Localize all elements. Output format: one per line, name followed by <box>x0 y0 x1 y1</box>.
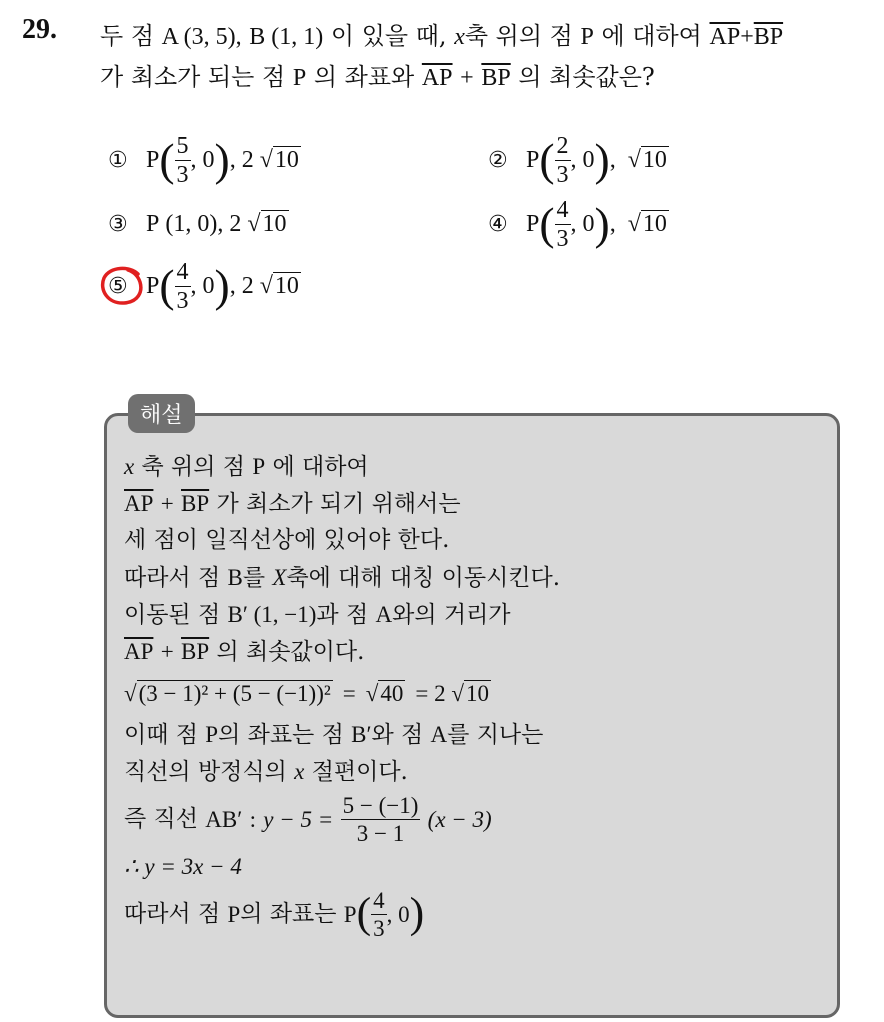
stem-text: 의 최솟값은? <box>518 63 655 91</box>
explanation-line <box>124 848 824 885</box>
square-root: √10 <box>451 680 489 706</box>
point-p: P <box>580 24 594 50</box>
explanation-text: 를 지나는 <box>447 722 544 748</box>
fraction <box>175 260 191 313</box>
explanation-text: 와 점 <box>371 722 424 748</box>
explanation-label: 해설 <box>128 394 195 433</box>
explanation-text: 와의 거리가 <box>392 602 511 628</box>
square-root: √40 <box>365 680 404 706</box>
square-root: √10 <box>259 146 299 173</box>
plus-sign: + <box>160 639 174 664</box>
right-paren: ) <box>409 889 425 938</box>
segment-bp: $\overline{BP}$ <box>181 491 210 516</box>
stem-text: 축 위의 점 <box>464 22 573 50</box>
explanation-body <box>124 448 824 943</box>
y-coordinate: 0 <box>582 146 595 173</box>
right-paren: ) <box>594 134 610 186</box>
explanation-text: 절편이다. <box>311 759 408 785</box>
explanation-text: 가 최소가 되기 위해서는 <box>216 491 461 517</box>
point-b: B (1, 1) <box>249 24 324 50</box>
y-coordinate: 0 <box>202 272 215 299</box>
explanation-line <box>124 790 824 848</box>
colon: : <box>249 806 256 832</box>
stem-text: 두 점 <box>100 22 154 50</box>
explanation-line <box>124 753 824 790</box>
radicand: 10 <box>262 210 287 237</box>
explanation-line <box>124 448 824 485</box>
point-b-prime: B′ <box>351 722 372 747</box>
y-coordinate: 0 <box>202 146 215 173</box>
explanation-text: 를 <box>242 565 266 591</box>
explanation-line <box>124 485 824 522</box>
coefficient: 2 <box>229 210 242 237</box>
point-p: P <box>146 210 160 237</box>
question-number: 29. <box>22 14 57 45</box>
plus-sign: + <box>160 491 174 516</box>
fraction-numerator: 2 <box>556 132 569 159</box>
choice-2[interactable] <box>488 132 669 188</box>
fraction-denominator: 3 <box>373 915 385 941</box>
equation-rhs: (x − 3) <box>427 806 492 832</box>
comma: , <box>229 146 236 173</box>
left-paren: ( <box>539 198 555 250</box>
line-ab-prime: AB′ <box>205 806 243 832</box>
point-a: A (3, 5) <box>161 24 236 50</box>
choice-number: ⑤ <box>108 273 128 299</box>
equation-lhs: y − 5 = <box>263 806 334 832</box>
fraction-denominator: 3 <box>176 287 189 314</box>
comma: , <box>229 272 236 299</box>
square-root: √10 <box>627 146 667 173</box>
square-root: √(3 − 1)² + (5 − (−1))² <box>124 680 331 706</box>
explanation-text: 이때 점 <box>124 722 198 748</box>
right-paren: ) <box>214 134 230 186</box>
radicand: 10 <box>642 146 667 173</box>
comma: , <box>570 146 583 173</box>
coefficient: 2 <box>241 146 254 173</box>
segment-bp: $\overline{BP}$ <box>481 65 511 91</box>
point-a: A <box>375 602 393 627</box>
explanation-text: 이동된 점 <box>124 602 221 628</box>
segment-bp: $\overline{BP}$ <box>753 24 784 50</box>
segment-bp: $\overline{BP}$ <box>181 639 210 664</box>
explanation-text: 에 대하여 <box>272 454 369 480</box>
equals-sign: = 2 <box>415 680 446 706</box>
equals-sign: = <box>342 680 356 706</box>
fraction-numerator: 5 <box>176 132 189 159</box>
explanation-line <box>124 596 824 633</box>
explanation-line <box>124 716 824 753</box>
choice-1[interactable] <box>108 132 301 188</box>
x-variable: x <box>294 759 305 784</box>
fraction-denominator: 3 <box>176 161 189 188</box>
square-root: √10 <box>259 272 299 299</box>
point-p: P <box>227 901 241 927</box>
fraction-numerator: 4 <box>176 258 189 285</box>
choice-5[interactable] <box>108 258 301 314</box>
x-axis-variable: X <box>272 565 287 590</box>
point-p: P <box>526 210 540 237</box>
y-coordinate: 0 <box>398 901 410 927</box>
choice-number: ① <box>108 147 128 173</box>
point-p: P <box>146 272 160 299</box>
choice-number: ③ <box>108 211 128 237</box>
comma: , <box>190 272 203 299</box>
x-variable: x <box>124 454 135 479</box>
explanation-text: 따라서 점 <box>124 900 221 927</box>
stem-text: 에 대하여 <box>601 22 702 50</box>
explanation-text: 과 점 <box>316 602 369 628</box>
fraction-denominator: 3 − 1 <box>356 820 405 846</box>
segment-ap: $\overline{AP}$ <box>124 491 154 516</box>
fraction-numerator: 4 <box>373 887 385 913</box>
point-b: B <box>227 565 243 590</box>
explanation-text: 직선의 방정식의 <box>124 759 287 785</box>
comma: , <box>217 210 224 237</box>
segment-ap: $\overline{AP}$ <box>709 24 741 50</box>
explanation-text: 의 최솟값이다. <box>216 639 365 665</box>
answer-circle-mark-icon <box>98 264 150 308</box>
comma: , <box>609 146 616 173</box>
radicand: 40 <box>380 680 404 706</box>
left-paren: ( <box>159 134 175 186</box>
left-paren: ( <box>356 889 372 938</box>
y-coordinate: 0 <box>582 210 595 237</box>
comma: , <box>386 901 399 927</box>
square-root: √10 <box>627 210 667 237</box>
point-b-prime: B′ (1, −1) <box>227 602 317 627</box>
fraction <box>175 134 191 187</box>
left-paren: ( <box>539 134 555 186</box>
stem-text: 이 있을 때, <box>330 22 447 50</box>
stem-text: 가 최소가 되는 점 <box>100 63 286 91</box>
comma: , <box>570 210 583 237</box>
fraction-denominator: 3 <box>556 161 569 188</box>
explanation-text: 의 좌표는 <box>240 900 337 927</box>
fraction <box>555 198 571 251</box>
explanation-text: 축 위의 점 <box>141 454 246 480</box>
explanation-line <box>124 522 824 559</box>
point-a: A <box>430 722 448 747</box>
comma: , <box>609 210 616 237</box>
explanation-text: 따라서 점 <box>124 565 221 591</box>
radicand: 10 <box>642 210 667 237</box>
fraction-denominator: 3 <box>556 225 569 252</box>
right-paren: ) <box>214 260 230 312</box>
square-root: √10 <box>247 210 287 237</box>
point-p: P <box>146 146 160 173</box>
x-variable: x <box>454 24 465 50</box>
choice-4[interactable] <box>488 196 669 252</box>
question-stem <box>100 16 880 98</box>
point-coordinates: (1, 0) <box>165 210 218 237</box>
stem-text: 의 좌표와 <box>313 63 415 91</box>
radicand: (3 − 1)² + (5 − (−1))² <box>138 680 331 706</box>
choice-number: ④ <box>488 211 508 237</box>
point-p: P <box>252 454 266 479</box>
radicand: 10 <box>465 680 489 706</box>
radicand: 10 <box>274 146 299 173</box>
segment-ap: $\overline{AP}$ <box>124 639 154 664</box>
explanation-text: 즉 직선 <box>124 805 198 832</box>
plus-sign: + <box>740 24 754 50</box>
choice-number: ② <box>488 147 508 173</box>
separator: , <box>235 24 242 50</box>
left-paren: ( <box>159 260 175 312</box>
line-equation: ∴ y = 3x − 4 <box>124 854 242 879</box>
fraction <box>555 134 571 187</box>
right-paren: ) <box>594 198 610 250</box>
plus-sign: + <box>460 65 474 91</box>
choice-3[interactable] <box>108 196 289 252</box>
explanation-text: 축에 대해 대칭 이동시킨다. <box>286 565 561 591</box>
explanation-text: 세 점이 일직선상에 있어야 한다. <box>124 527 450 553</box>
point-p: P <box>205 722 219 747</box>
point-p: P <box>526 146 540 173</box>
coefficient: 2 <box>241 272 254 299</box>
point-p: P <box>343 901 357 927</box>
fraction-numerator: 5 − (−1) <box>342 792 419 818</box>
radicand: 10 <box>274 272 299 299</box>
slope-fraction <box>341 794 421 845</box>
segment-ap: $\overline{AP}$ <box>421 65 453 91</box>
explanation-line <box>124 670 824 716</box>
fraction-numerator: 4 <box>556 196 569 223</box>
explanation-line <box>124 885 824 943</box>
explanation-line <box>124 559 824 596</box>
comma: , <box>190 146 203 173</box>
point-p: P <box>292 65 307 91</box>
fraction <box>371 889 387 940</box>
explanation-line <box>124 633 824 670</box>
explanation-text: 의 좌표는 점 <box>218 722 344 748</box>
